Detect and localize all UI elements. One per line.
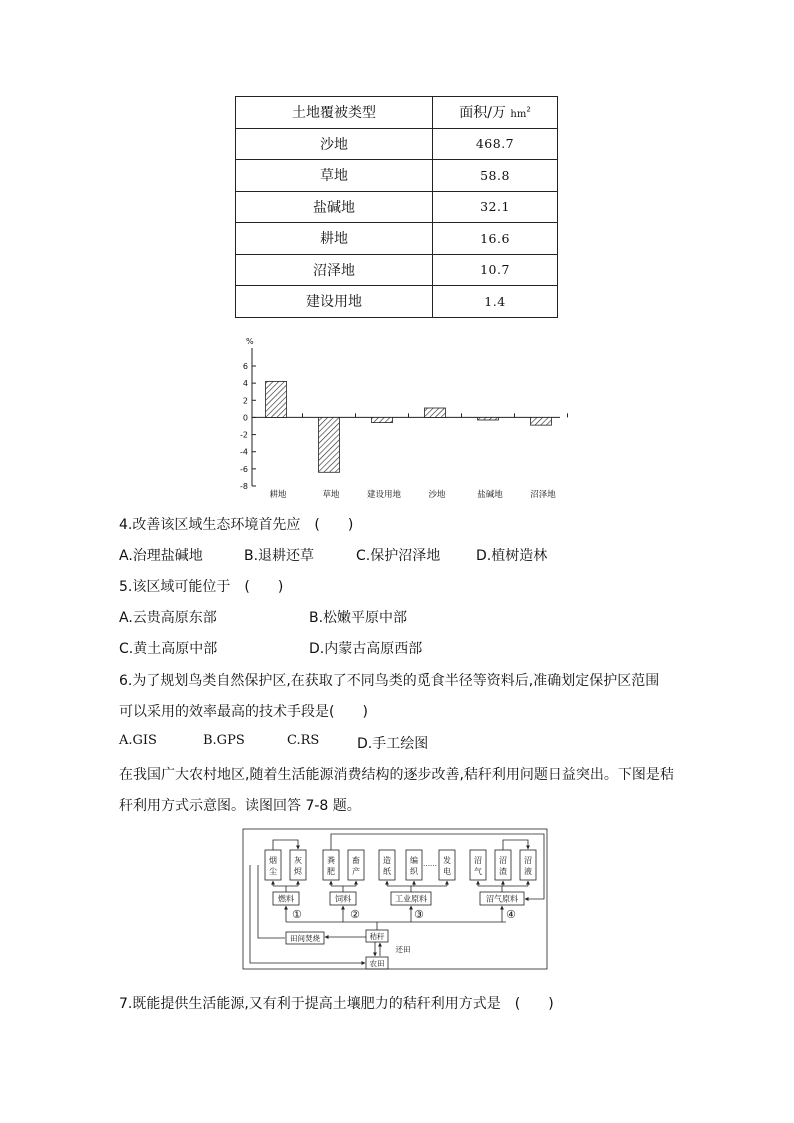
- land-cover-table: [235, 96, 558, 318]
- x-category-label: 耕地: [269, 490, 287, 500]
- label-weaving-1: 编: [410, 856, 418, 865]
- y-tick-label: 4: [242, 379, 248, 389]
- label-biogas-1: 沼: [474, 856, 482, 865]
- y-tick-label: -8: [240, 482, 248, 491]
- y-tick-label: -6: [240, 464, 248, 474]
- x-category-label: 盐碱地: [477, 490, 503, 500]
- label-livestock-1: 畜: [352, 856, 360, 865]
- x-category-label: 建设用地: [366, 490, 402, 500]
- table-row: 耕地 16.6: [236, 223, 558, 255]
- label-field-burning: 田间焚烧: [290, 934, 320, 943]
- label-farmland: 农田: [369, 959, 385, 968]
- circled-4: ④: [506, 908, 516, 921]
- table-header-row: [236, 97, 558, 129]
- bar-3: [372, 417, 393, 422]
- bar-1: [266, 381, 287, 417]
- label-biogas-2: 气: [474, 867, 482, 876]
- label-industrial-material: 工业原料: [395, 894, 427, 904]
- x-category-label: 沼泽地: [530, 490, 556, 500]
- q4-option-b[interactable]: B.退耕还草: [244, 548, 315, 564]
- ellipsis: ……: [423, 860, 437, 868]
- circled-2: ②: [350, 908, 360, 921]
- top-boxes: [265, 850, 536, 880]
- q5-option-a[interactable]: A.云贵高原东部: [119, 610, 217, 626]
- table-row: 沼泽地 10.7: [236, 254, 558, 286]
- y-tick-label: -2: [240, 430, 248, 440]
- label-biogas-material: 沼气原料: [486, 894, 518, 904]
- label-smoke-2: 尘: [269, 867, 277, 876]
- q6-option-d[interactable]: D.手工绘图: [357, 736, 429, 752]
- label-paper-2: 纸: [383, 867, 391, 876]
- intro-line-2: 秆利用方式示意图。读图回答 7-8 题。: [119, 798, 361, 814]
- table-row: 建设用地 1.4: [236, 286, 558, 318]
- q6-option-a[interactable]: A.GIS: [119, 733, 157, 748]
- y-axis-label: %: [246, 337, 254, 346]
- label-ash-2: 烬: [294, 867, 302, 876]
- label-ash-1: 灰: [294, 856, 302, 865]
- q5-option-d[interactable]: D.内蒙古高原西部: [309, 641, 423, 657]
- label-manure-1: 粪: [327, 856, 335, 865]
- label-manure-2: 肥: [327, 867, 335, 876]
- header-type: 土地覆被类型: [236, 97, 433, 129]
- header-area: 面积/万 $hm^2$: [433, 97, 558, 129]
- q5-option-c[interactable]: C.黄土高原中部: [119, 641, 218, 657]
- q4-option-d[interactable]: D.植树造林: [476, 548, 548, 564]
- label-smoke-1: 烟: [269, 856, 277, 865]
- label-power-1: 发: [443, 856, 451, 865]
- y-tick-label: 6: [242, 362, 248, 371]
- bar-5: [478, 417, 499, 420]
- table-row: 草地 58.8: [236, 160, 558, 192]
- label-slurry-2: 液: [524, 867, 532, 876]
- label-weaving-2: 织: [410, 867, 418, 876]
- circled-3: ③: [414, 908, 424, 921]
- label-power-2: 电: [443, 867, 451, 876]
- bar-2: [319, 417, 340, 472]
- y-tick-label: 2: [242, 396, 248, 406]
- q5-option-b[interactable]: B.松嫩平原中部: [309, 610, 408, 626]
- question-7: 7.既能提供生活能源,又有利于提高土壤肥力的秸秆利用方式是 ( ): [119, 996, 554, 1012]
- label-livestock-2: 产: [352, 867, 360, 876]
- x-category-label: 沙地: [428, 490, 446, 500]
- label-fodder: 饲料: [335, 894, 351, 904]
- label-fuel: 燃料: [278, 894, 294, 904]
- label-straw: 秸秆: [369, 932, 385, 941]
- intro-line-1: 在我国广大农村地区,随着生活能源消费结构的逐步改善,秸秆利用问题日益突出。下图是秸: [119, 767, 674, 783]
- table-row: 沙地 468.7: [236, 128, 558, 160]
- label-paper-1: 造: [383, 856, 391, 865]
- q6-option-b[interactable]: B.GPS: [203, 733, 245, 748]
- label-return-field: 还田: [395, 945, 411, 954]
- table-row: 盐碱地 32.1: [236, 191, 558, 223]
- x-category-label: 草地: [322, 490, 340, 500]
- y-tick-label: -4: [240, 447, 248, 457]
- label-slurry-1: 沼: [524, 856, 532, 865]
- circled-1: ①: [292, 908, 302, 921]
- question-6-line1: 6.为了规划鸟类自然保护区,在获取了不同鸟类的觅食半径等资料后,准确划定保护区范围: [119, 673, 660, 689]
- bar-6: [531, 417, 552, 425]
- question-6-line2: 可以采用的效率最高的技术手段是( ): [119, 704, 368, 720]
- straw-utilization-diagram: [240, 826, 552, 974]
- q4-option-c[interactable]: C.保护沼泽地: [356, 548, 441, 564]
- bar-4: [425, 408, 446, 417]
- q6-option-c[interactable]: C.RS: [287, 733, 320, 748]
- land-change-bar-chart: [228, 330, 568, 505]
- y-tick-label: 0: [242, 413, 248, 423]
- q4-option-a[interactable]: A.治理盐碱地: [119, 548, 203, 564]
- label-residue-2: 渣: [499, 867, 507, 876]
- label-residue-1: 沼: [499, 856, 507, 865]
- question-4: 4.改善该区域生态环境首先应 ( ): [119, 517, 354, 533]
- question-5: 5.该区域可能位于 ( ): [119, 579, 284, 595]
